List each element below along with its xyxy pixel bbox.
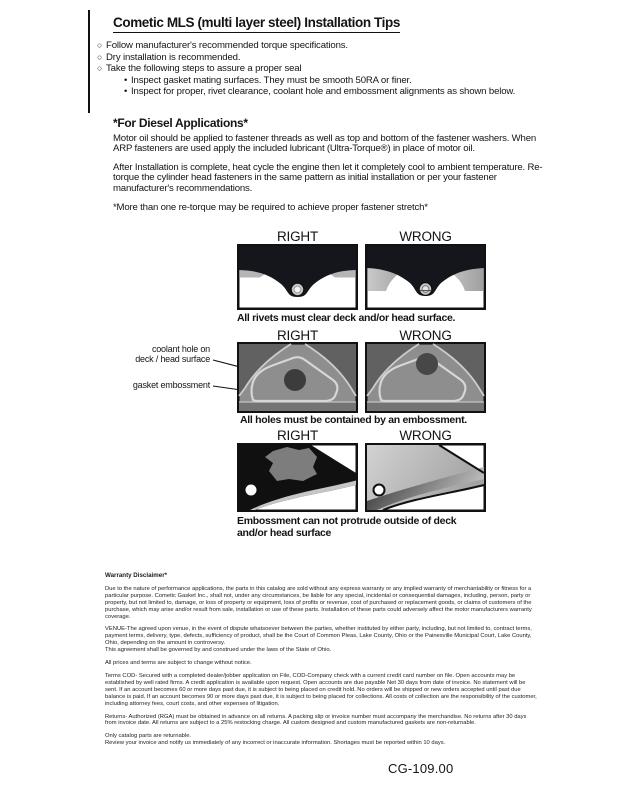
tip-bullet bbox=[97, 63, 301, 74]
tip-text: Follow manufacturer's recommended torque specifications. bbox=[106, 40, 348, 51]
warranty-paragraph: Review your invoice and notify us immediately of any incorrect or inaccurate information. Shortages must be reported within 10 days. bbox=[105, 740, 446, 747]
diesel-applications-heading: *For Diesel Applications* bbox=[113, 116, 248, 130]
diagram-rivet-right bbox=[237, 244, 358, 310]
open-bullet-icon: ○ bbox=[97, 51, 102, 62]
warranty-paragraph: Only catalog parts are returnable. bbox=[105, 733, 192, 740]
diagram-rivet-wrong bbox=[365, 244, 486, 310]
protrusion-caption-line1: Embossment can not protrude outside of deck bbox=[237, 515, 457, 527]
warranty-paragraph: All prices and terms are subject to change without notice. bbox=[105, 660, 252, 667]
retorque-note: *More than one re-torque may be required to achieve proper fastener stretch* bbox=[113, 202, 428, 213]
tip-text: Inspect for proper, rivet clearance, coolant hole and embossment alignments as shown below. bbox=[131, 86, 516, 97]
callout-line: deck / head surface bbox=[135, 354, 210, 364]
callout-line: coolant hole on bbox=[151, 344, 210, 354]
protrusion-caption-line2: and/or head surface bbox=[237, 527, 332, 539]
warranty-paragraph: Terms COD- Secured with a completed dealer/jobber application on File, COD-Company check with a current credit card number on file. Open accounts may be established by well rated firms. A credit application is available upon request. Open accounts are due payable Net 30 days from date of invoice. No statement will be sent. If an account becomes 60 or more days past due, it is subject to being placed on credit hold. No orders will be shipped or new orders accepted until past due balance is paid. If an account becomes 90 or more days past due, it is subject to being placed for collections. All costs of collection are the responsibility of the customer, including attorney fees, court costs, and other expenses of litigation. bbox=[105, 672, 537, 707]
tip-text: Inspect gasket mating surfaces. They must be smooth 50RA or finer. bbox=[131, 74, 412, 86]
tip-bullet bbox=[97, 52, 240, 63]
tip-text: Take the following steps to assure a proper seal bbox=[106, 63, 302, 74]
coolant-hole-callout bbox=[110, 344, 210, 364]
diagram-embossment-right bbox=[237, 342, 358, 413]
open-bullet-icon: ○ bbox=[97, 40, 102, 50]
tip-text: Dry installation is recommended. bbox=[106, 51, 241, 63]
right-label: RIGHT bbox=[277, 328, 318, 343]
filled-bullet-icon: • bbox=[124, 74, 128, 86]
gasket-embossment-callout: gasket embossment bbox=[132, 380, 210, 390]
warranty-heading: Warranty Disclaimer* bbox=[105, 572, 168, 579]
filled-bullet-icon: • bbox=[124, 86, 128, 97]
tip-sub-bullet bbox=[124, 75, 412, 86]
warranty-paragraph: Returns- Authorized (RGA) must be obtained in advance on all returns. A packing slip or invoice number must accompany the merchandise. No returns after 30 days from invoice date. All returns are subject to a 25% restocking charge. All custom designed and custom manufactured gaskets are non-returnable. bbox=[105, 713, 527, 727]
wrong-label: WRONG bbox=[399, 428, 452, 443]
diagram-protrusion-wrong bbox=[365, 443, 486, 512]
page-title: Cometic MLS (multi layer steel) Installation Tips bbox=[113, 15, 400, 33]
page-code: CG-109.00 bbox=[388, 761, 454, 776]
left-margin-rule bbox=[88, 10, 90, 113]
wrong-label: WRONG bbox=[399, 328, 452, 343]
warranty-paragraph: This agreement shall be governed by and construed under the laws of the State of Ohio. bbox=[105, 647, 332, 654]
rivet-caption: All rivets must clear deck and/or head surface. bbox=[237, 312, 456, 324]
right-label: RIGHT bbox=[277, 229, 318, 244]
right-label: RIGHT bbox=[277, 428, 318, 443]
tip-bullet bbox=[97, 40, 348, 51]
open-bullet-icon: ○ bbox=[97, 63, 102, 73]
tip-sub-bullet bbox=[124, 86, 515, 97]
diagram-protrusion-right bbox=[237, 443, 358, 512]
diesel-paragraph-1: Motor oil should be applied to fastener threads as well as top and bottom of the fastener washers. When ARP fasteners are used apply the included lubricant (Ultra-Torque®) in place of motor oil. bbox=[113, 133, 537, 155]
wrong-label: WRONG bbox=[399, 229, 452, 244]
embossment-caption: All holes must be contained by an embossment. bbox=[240, 414, 467, 426]
warranty-disclaimer-block bbox=[105, 573, 539, 747]
diesel-paragraph-2: After Installation is complete, heat cycle the engine then let it completely cool to ambient temperature. Re-torque the cylinder head fasteners in the same pattern as initial installation or per your fastener manufacturer's recommendations. bbox=[113, 162, 543, 194]
warranty-paragraph: VENUE-The agreed upon venue, in the event of dispute whatsoever between the parties, whether instituted by either party, including, but not limited to, contract terms, payment terms, delivery, type, defects, sufficiency of product, shall be the Court of Common Pleas, Lake County, Ohio or the Painesville Municipal Court, Lake County, Ohio, depending on the amount in controversy. bbox=[105, 626, 532, 647]
warranty-paragraph: Due to the nature of performance applications, the parts in this catalog are sold without any express warranty or any implied warranty of merchantability or fitness for a particular purpose. Cometic Gasket Inc., shall not, under any circumstances, be liable for any special, incidental or consequential damages, including, person, party or property, but not limited to, damage, or loss of property or equipment, loss of profits or revenue, cost of purchased or replacement goods, or claims of customers of the purchase, which may arise and/or result from sale, installation or use of these parts. Installation of these parts could adversely affect the motor manufacturers warranty coverage. bbox=[105, 585, 532, 620]
diagram-embossment-wrong bbox=[365, 342, 486, 413]
